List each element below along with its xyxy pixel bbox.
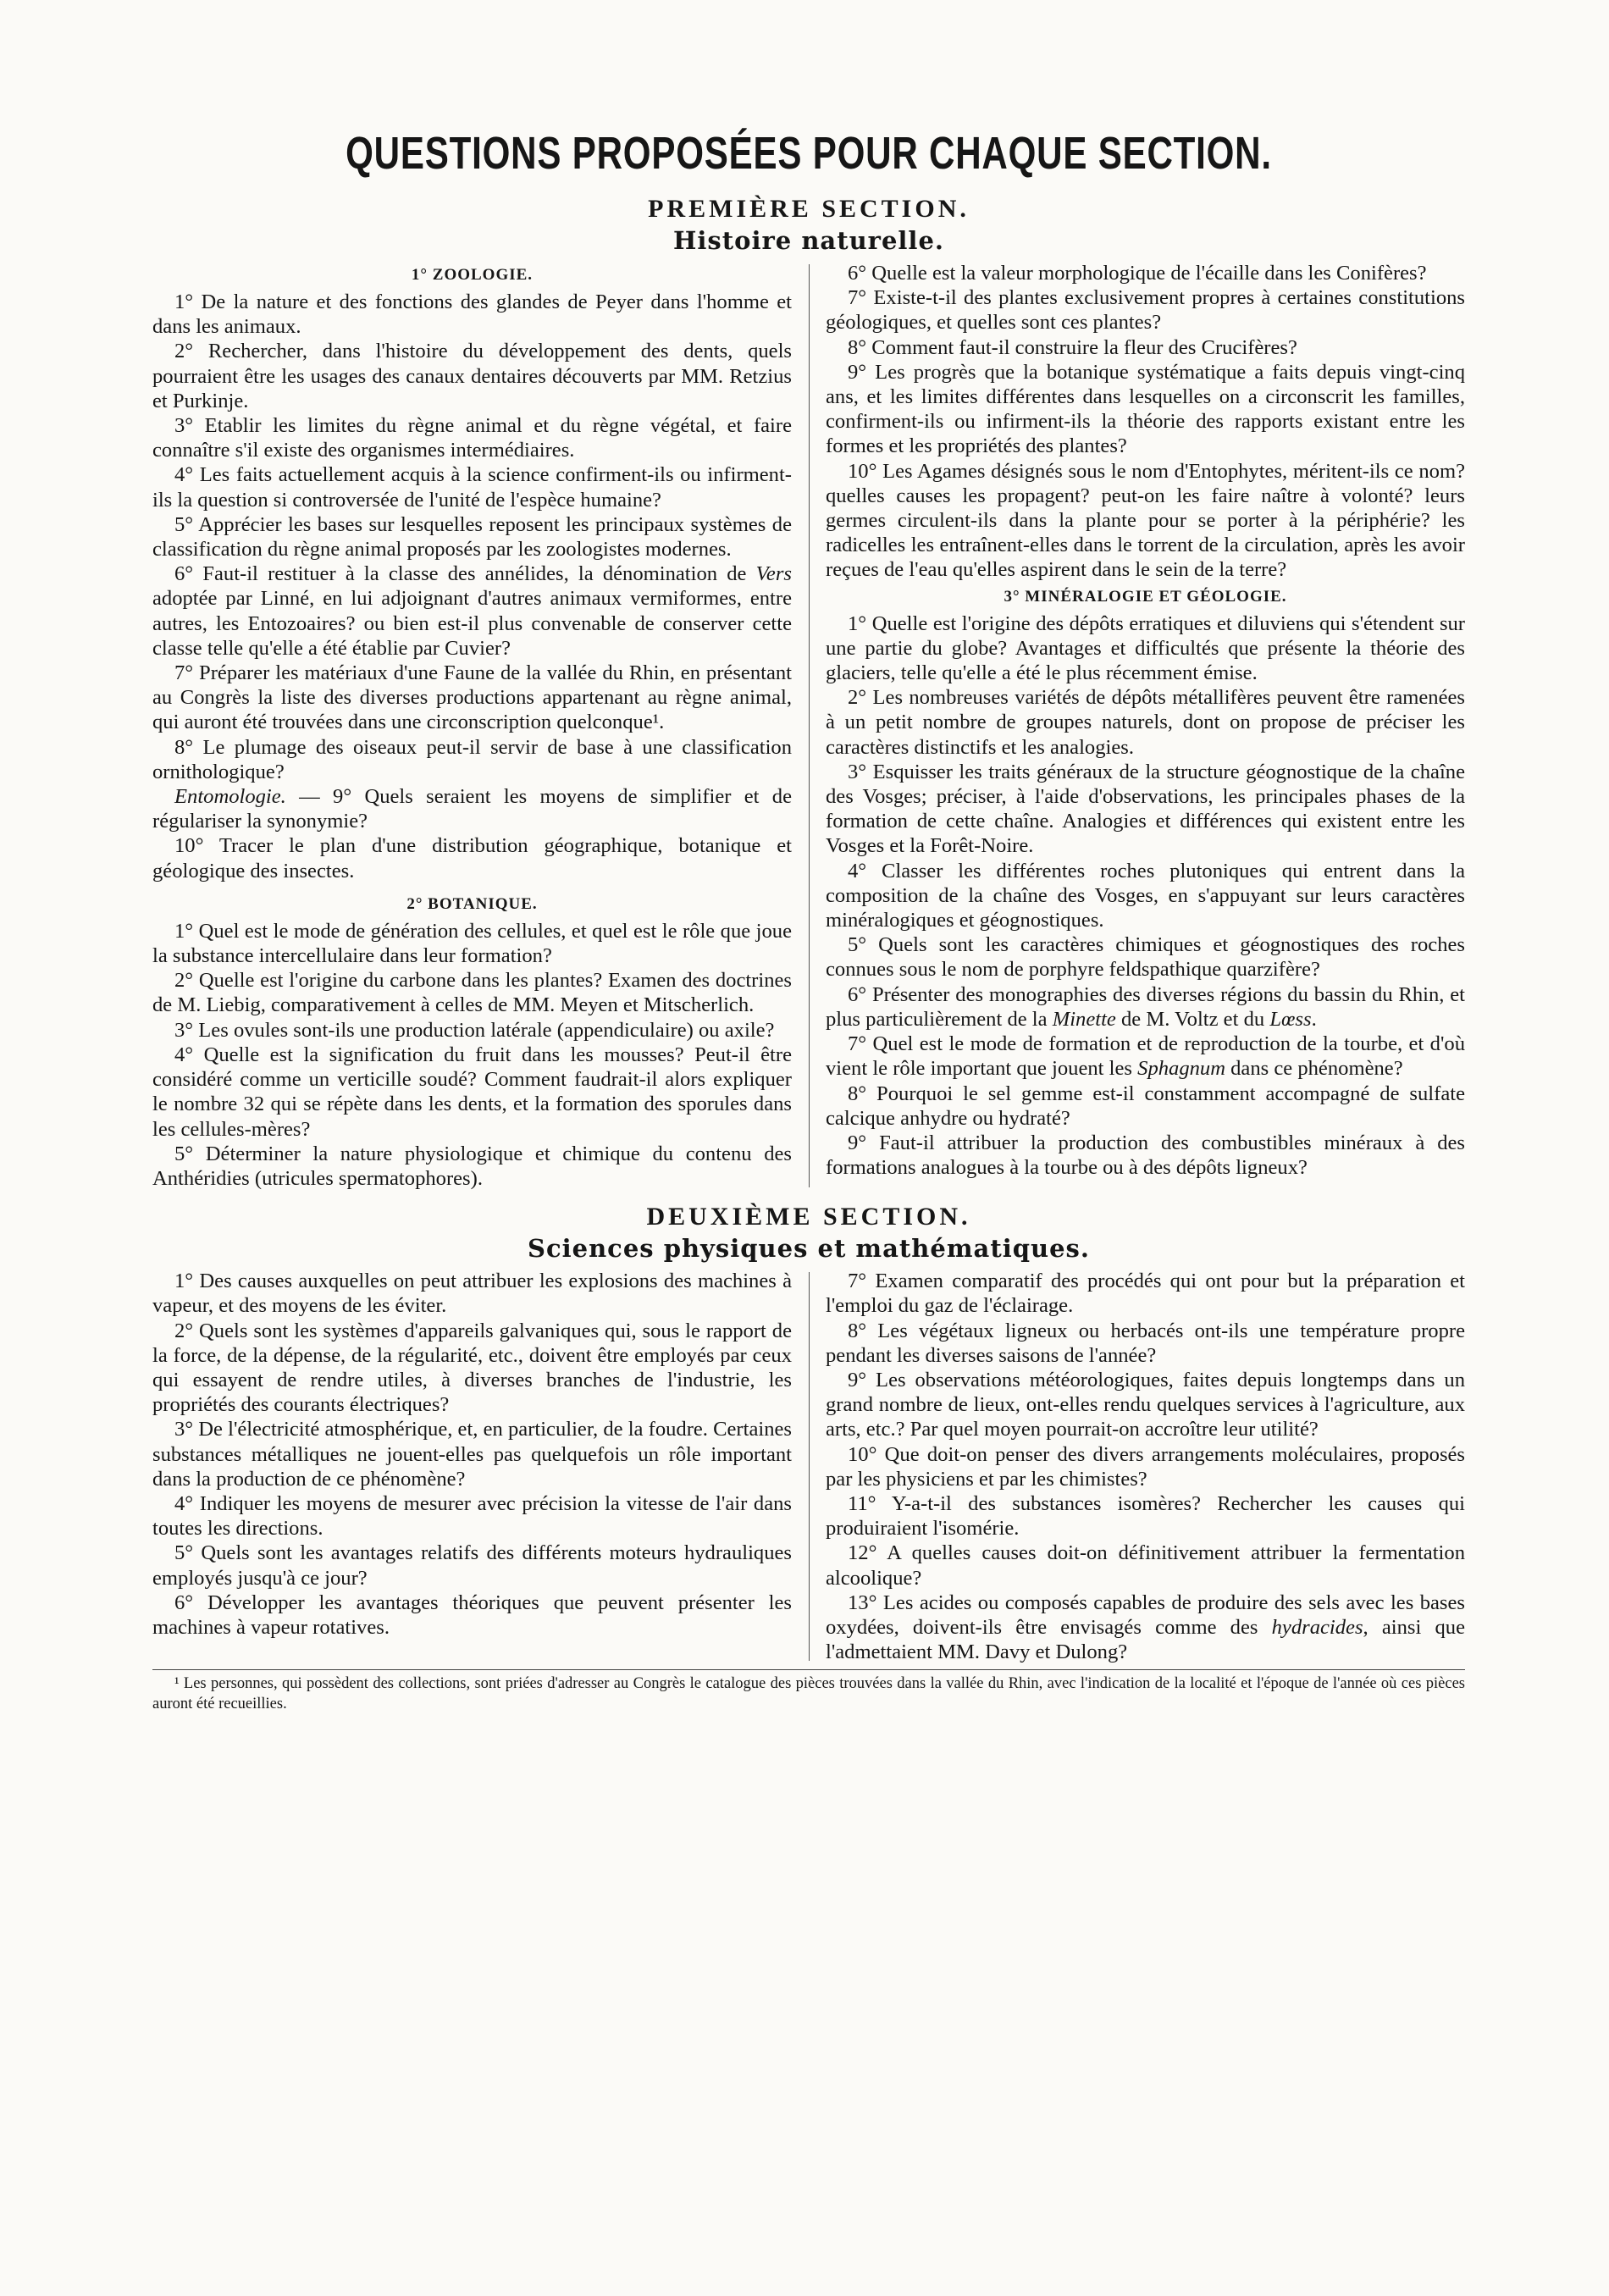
physique-q4: 4° Indiquer les moyens de mesurer avec précision la vitesse de l'air dans toutes les directions. — [152, 1491, 792, 1541]
section2-columns — [152, 1269, 1465, 1664]
zoologie-q6-part1: 6° Faut-il restituer à la classe des annélides, la dénomination de — [174, 562, 756, 586]
zoologie-q3: 3° Etablir les limites du règne animal et du règne végétal, et faire connaître s'il existe des organismes intermédiaires. — [152, 414, 792, 462]
botanique-q6: 6° Quelle est la valeur morphologique de l'écaille dans les Conifères? — [848, 262, 1427, 285]
mineralogie-q6 — [826, 982, 1465, 1032]
zoologie-q4: 4° Les faits actuellement acquis à la science confirment-ils ou infirment-ils la question si controversée de l'unité de l'espèce humaine? — [152, 463, 792, 512]
zoologie-q9-text: — 9° Quels seraient les moyens de simplifier et de régulariser la synonymie? — [152, 785, 792, 833]
botanique-q7: 7° Existe-t-il des plantes exclusivement propres à certaines constitutions géologiques, et quelles sont ces plantes? — [826, 286, 1465, 335]
zoologie-q6 — [152, 562, 792, 661]
mineralogie-q4: 4° Classer les différentes roches plutoniques qui entrent dans la composition de la chaîne des Vosges, en s'appuyant sur leurs caractères minéralogiques et géognostiques. — [826, 859, 1465, 932]
physique-q1: 1° Des causes auxquelles on peut attribuer les explosions des machines à vapeur, et des moyens de les éviter. — [152, 1270, 792, 1318]
section1-left-column — [152, 261, 792, 1191]
mineralogie-q8: 8° Pourquoi le sel gemme est-il constamment accompagné de sulfate calcique anhydre ou hydraté? — [826, 1082, 1465, 1130]
botanique-q5: 5° Déterminer la nature physiologique et chimique du contenu des Anthéridies (utricules spermatophores). — [152, 1142, 792, 1190]
botanique-q9: 9° Les progrès que la botanique systématique a faits depuis vingt-cinq ans, et les limites différentes dans lesquelles on a circonscrit les familles, confirment-ils ou infirment-ils la théorie des rapports existant entre les formes et les propriétés des plantes? — [826, 360, 1465, 458]
physique-q11: 11° Y-a-t-il des substances isomères? Rechercher les causes qui produiraient l'isomérie. — [826, 1491, 1465, 1541]
mineralogie-q6-minette: Minette — [1052, 1007, 1116, 1031]
botanique-q4: 4° Quelle est la signification du fruit dans les mousses? Peut-il être considéré comme un verticille soudé? Comment faudrait-il alors expliquer le nombre 32 qui se répète dans les dents, et la formation des sporules dans les cellules-mères? — [152, 1043, 792, 1141]
section2-subtitle: Sciences physiques et mathématiques. — [528, 1234, 1090, 1264]
section2-left-column — [152, 1269, 792, 1664]
zoologie-q7: 7° Préparer les matériaux d'une Faune de la vallée du Rhin, en présentant au Congrès la liste des diverses productions appartenant au règne animal, qui auront été trouvées dans une circonscription quelconque¹. — [152, 661, 792, 734]
section1-right-column — [826, 261, 1465, 1191]
physique-q5: 5° Quels sont les avantages relatifs des différents moteurs hydrauliques employés jusqu'à ce jour? — [152, 1541, 792, 1590]
physique-q6: 6° Développer les avantages théoriques que peuvent présenter les machines à vapeur rotatives. — [152, 1591, 792, 1639]
mineralogie-q6-loess: Lœss — [1269, 1007, 1312, 1031]
page — [152, 127, 1465, 1714]
zoologie-q6-vers: Vers — [755, 562, 792, 586]
zoologie-heading: 1° ZOOLOGIE. — [411, 266, 534, 284]
footnote: ¹ Les personnes, qui possèdent des collections, sont priées d'adresser au Congrès le catalogue des pièces trouvées dans la vallée du Rhin, avec l'indication de la localité et l'époque de l'année où ces pièces auront été recueillies. — [152, 1675, 1465, 1713]
physique-q13-hydracides: hydracides — [1271, 1615, 1363, 1639]
zoologie-q6-part2: adoptée par Linné, en lui adjoignant d'autres animaux vermiformes, entre autres, les Entozoaires? ou bien est-il plus convenable de conserver cette classe telle qu'elle a été établie par Cuvier? — [152, 587, 792, 660]
footnote-divider — [152, 1669, 1465, 1670]
zoologie-q2: 2° Rechercher, dans l'histoire du développement des dents, quels pourraient être les usages des canaux dentaires découverts par MM. Retzius et Purkinje. — [152, 340, 792, 412]
mineralogie-heading: 3° MINÉRALOGIE ET GÉOLOGIE. — [1004, 587, 1287, 606]
physique-q3: 3° De l'électricité atmosphérique, et, en particulier, de la foudre. Certaines substances métalliques ne jouent-elles pas quelquefois un rôle important dans la production de ce phénomène? — [152, 1418, 792, 1491]
botanique-q3: 3° Les ovules sont-ils une production latérale (appendiculaire) ou axile? — [174, 1018, 775, 1042]
mineralogie-q6-part3: . — [1311, 1007, 1317, 1031]
section1-columns — [152, 261, 1465, 1191]
section1-title: PREMIÈRE SECTION. — [648, 195, 970, 223]
physique-q13-part2: , ainsi que l'admettaient MM. Davy et Dulong? — [826, 1615, 1466, 1664]
botanique-q10: 10° Les Agames désignés sous le nom d'Entophytes, méritent-ils ce nom? quelles causes les propagent? peut-on les faire naître à volonté? leurs germes circulent-ils dans la plante pour se porter à la périphérie? les radicelles les entraînent-elles dans le torrent de la circulation, après les avoir reçues de l'eau qu'elles aspirent dans le sein de la terre? — [826, 459, 1465, 582]
physique-q2: 2° Quels sont les systèmes d'appareils galvaniques qui, sous le rapport de la force, de la dépense, de la régularité, etc., doivent être employés par ceux qui essayent de rendre utiles, à diverses branches de l'industrie, les propriétés des courants électriques? — [152, 1319, 792, 1417]
zoologie-q5: 5° Apprécier les bases sur lesquelles reposent les principaux systèmes de classification du règne animal proposés par les zoologistes modernes. — [152, 512, 792, 562]
mineralogie-q7-sphagnum: Sphagnum — [1137, 1057, 1225, 1081]
physique-q8: 8° Les végétaux ligneux ou herbacés ont-ils une température propre pendant les diverses saisons de l'année? — [826, 1319, 1465, 1367]
botanique-q1: 1° Quel est le mode de génération des cellules, et quel est le rôle que joue la substance intercellulaire dans leur formation? — [152, 919, 792, 968]
mineralogie-q6-part2: de M. Voltz et du — [1115, 1007, 1270, 1031]
botanique-q8: 8° Comment faut-il construire la fleur des Crucifères? — [848, 335, 1297, 359]
mineralogie-q2: 2° Les nombreuses variétés de dépôts métallifères peuvent être ramenées à un petit nombre de groupes naturels, dont on propose de préciser les caractères distinctifs et les analogies. — [826, 686, 1465, 759]
section1-subtitle: Histoire naturelle. — [673, 226, 944, 255]
mineralogie-q7 — [826, 1032, 1465, 1081]
zoologie-q1: 1° De la nature et des fonctions des glandes de Peyer dans l'homme et dans les animaux. — [152, 290, 792, 339]
botanique-heading: 2° BOTANIQUE. — [406, 894, 538, 913]
physique-q13-part1: 13° Les acides ou composés capables de produire des sels avec les bases oxydées, doivent-ils être envisagés comme des — [826, 1591, 1465, 1639]
zoologie-q8: 8° Le plumage des oiseaux peut-il servir de base à une classification ornithologique? — [152, 735, 792, 783]
section2-title: DEUXIÈME SECTION. — [646, 1203, 971, 1231]
physique-q13 — [826, 1591, 1465, 1665]
mineralogie-q1: 1° Quelle est l'origine des dépôts erratiques et diluviens qui s'étendent sur une partie du globe? Avantages et difficultés que présente la théorie des glaciers, telle qu'elle a été le plus récemment émise. — [826, 611, 1465, 685]
physique-q12: 12° A quelles causes doit-on définitivement attribuer la fermentation alcoolique? — [826, 1541, 1465, 1590]
mineralogie-q3: 3° Esquisser les traits généraux de la structure géognostique de la chaîne des Vosges; préciser, à l'aide d'observations, les principales phases de la formation de cette chaîne. Analogies et différences qui existent entre les Vosges et la Forêt-Noire. — [826, 760, 1465, 858]
physique-q9: 9° Les observations météorologiques, faites depuis longtemps dans un grand nombre de lieux, ont-elles rendu quelques services à l'agriculture, aux arts, etc.? Par quel moyen pourrait-on accroître leur utilité? — [826, 1368, 1465, 1441]
physique-q10: 10° Que doit-on penser des divers arrangements moléculaires, proposés par les physiciens et par les chimistes? — [826, 1442, 1465, 1491]
mineralogie-q5: 5° Quels sont les caractères chimiques et géognostiques des roches connues sous le nom de porphyre feldspathique quarzifère? — [826, 933, 1465, 982]
physique-q7: 7° Examen comparatif des procédés qui ont pour but la préparation et l'emploi du gaz de l'éclairage. — [826, 1270, 1465, 1318]
mineralogie-q9: 9° Faut-il attribuer la production des combustibles minéraux à des formations analogues à la tourbe ou à des dépôts ligneux? — [826, 1131, 1465, 1180]
page-title: QUESTIONS PROPOSÉES POUR CHAQUE SECTION. — [346, 128, 1272, 179]
section2-right-column — [826, 1269, 1465, 1664]
entomologie-label: Entomologie. — [174, 785, 286, 809]
mineralogie-q7-part2: dans ce phénomène? — [1225, 1057, 1403, 1081]
zoologie-q9 — [152, 784, 792, 833]
mineralogie-q7-part1: 7° Quel est le mode de formation et de reproduction de la tourbe, et d'où vient le rôle important que jouent les — [826, 1032, 1465, 1081]
zoologie-q10: 10° Tracer le plan d'une distribution géographique, botanique et géologique des insectes. — [152, 834, 792, 882]
botanique-q2: 2° Quelle est l'origine du carbone dans les plantes? Examen des doctrines de M. Liebig, comparativement à celles de MM. Meyen et Mitscherlich. — [152, 969, 792, 1017]
mineralogie-q6-part1: 6° Présenter des monographies des diverses régions du bassin du Rhin, et plus particulièrement de la — [826, 982, 1465, 1031]
